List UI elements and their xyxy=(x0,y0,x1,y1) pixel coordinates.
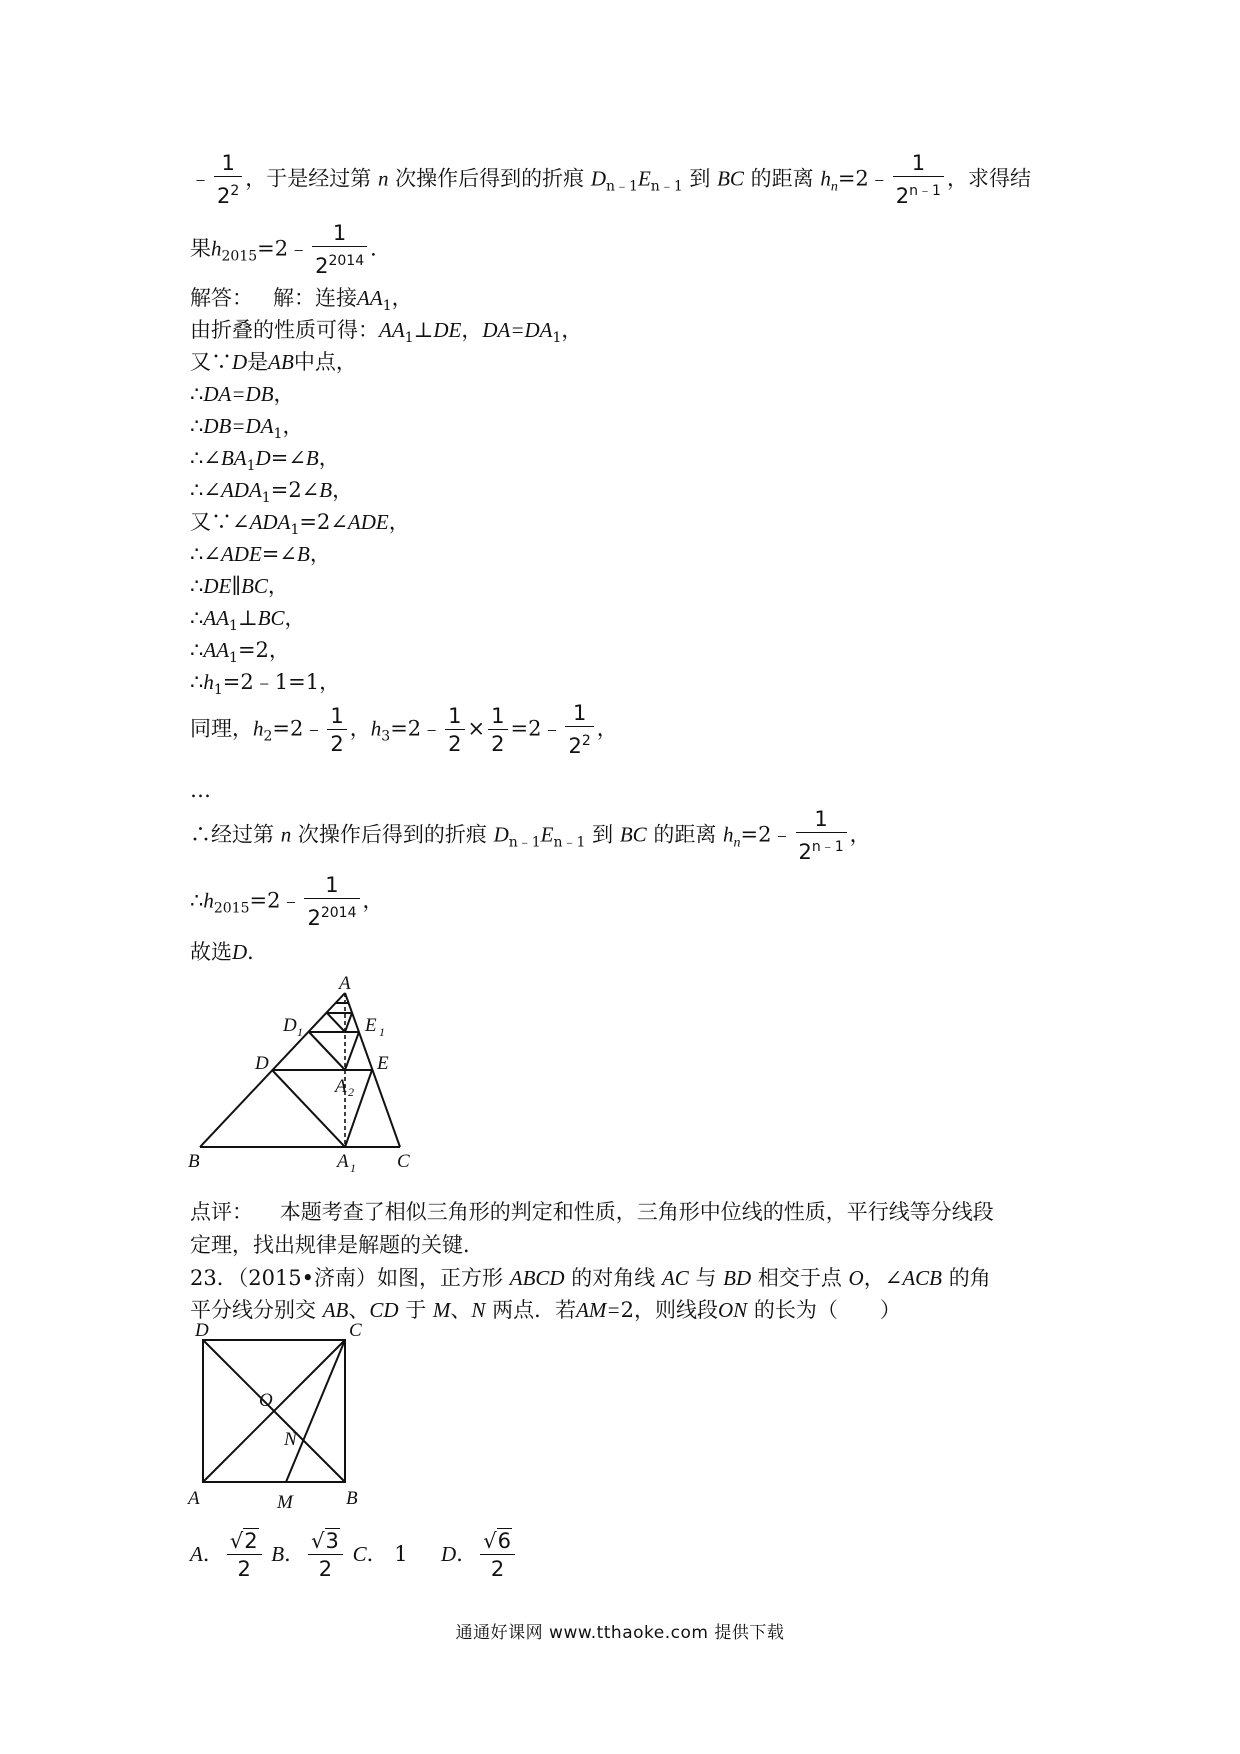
text: ， xyxy=(273,382,295,406)
text: 于 xyxy=(405,1298,427,1322)
option-a[interactable] xyxy=(190,1529,265,1581)
den-base: 2 xyxy=(798,840,812,864)
step-13 xyxy=(190,700,618,760)
var: h xyxy=(723,822,734,847)
frac-num: 1 xyxy=(572,701,587,725)
frac-den xyxy=(214,176,242,210)
minus-sign: ﹣ xyxy=(190,166,211,191)
den-base: 2 xyxy=(895,184,910,208)
text: 故选 xyxy=(190,940,232,964)
text: ， xyxy=(596,716,618,741)
step-9 xyxy=(190,570,289,602)
den-exp: 2 xyxy=(230,183,240,199)
label-A1-sub: 1 xyxy=(350,1161,356,1175)
var: h xyxy=(370,716,382,741)
therefore: ∴∠ xyxy=(190,542,221,566)
var: h xyxy=(253,716,264,741)
den-base: 2 xyxy=(307,906,321,930)
text: =2﹣ xyxy=(249,888,302,913)
page-footer: 通通好课网 www.tthaoke.com 提供下载 xyxy=(455,1623,785,1643)
option-d-letter: D xyxy=(441,1542,457,1566)
frac-num: 1 xyxy=(332,221,347,245)
frac-num xyxy=(227,1528,262,1554)
frac-den: 2 xyxy=(227,1554,262,1583)
text: ． xyxy=(456,1542,478,1566)
text: 、 xyxy=(450,1298,472,1322)
step-15 xyxy=(190,872,384,932)
perp-symbol: ⊥ xyxy=(413,318,434,342)
fraction xyxy=(488,703,507,758)
var-n: n xyxy=(377,166,389,191)
text: =∠ xyxy=(270,446,306,470)
fraction xyxy=(565,700,593,760)
step-2 xyxy=(190,346,357,378)
therefore: ∴ xyxy=(190,574,204,598)
den-exp: 2014 xyxy=(328,253,365,269)
text: ， xyxy=(349,716,371,741)
parallel-symbol: ∥ xyxy=(231,574,242,598)
triangle-folding-figure xyxy=(185,975,425,1175)
var-D: D xyxy=(590,166,607,191)
perp-symbol: ⊥ xyxy=(237,606,258,630)
var: h xyxy=(203,670,214,694)
text: =2﹣ xyxy=(257,236,310,261)
den-exp: n﹣1 xyxy=(909,183,941,199)
subscript: n﹣1 xyxy=(553,834,586,851)
var: B xyxy=(297,542,310,566)
radicand: 3 xyxy=(325,1529,339,1553)
text: 平分线分别交 xyxy=(190,1298,316,1322)
text: ， xyxy=(849,822,871,847)
text: ， xyxy=(318,446,340,470)
subscript: n﹣1 xyxy=(606,178,638,195)
text: 又∵ xyxy=(190,350,232,374)
text: ， xyxy=(391,286,413,310)
subscript: 2 xyxy=(263,728,273,745)
frac-den xyxy=(893,176,944,210)
therefore: ∴ xyxy=(190,638,204,662)
var: ADE xyxy=(347,510,389,534)
var: DE xyxy=(433,318,462,342)
label-A2-sub: 2 xyxy=(348,1085,354,1099)
solution-line-1 xyxy=(190,150,1031,210)
text: 两点．若 xyxy=(492,1298,577,1322)
frac-den xyxy=(796,832,847,866)
label-A: A xyxy=(188,1488,200,1509)
sqrt xyxy=(483,1528,512,1554)
var: BD xyxy=(723,1266,752,1290)
option-b-letter: B xyxy=(271,1542,285,1566)
var: DA=DA xyxy=(482,318,553,342)
subscript: 1 xyxy=(213,682,223,699)
fraction-sqrt6-over-2 xyxy=(480,1528,515,1583)
text: ， xyxy=(388,510,410,534)
var: DB=DA xyxy=(203,414,274,438)
text: ，于是经过第 xyxy=(245,166,372,191)
text: 同理， xyxy=(190,716,253,741)
var: D xyxy=(232,940,248,964)
text: =∠ xyxy=(261,542,297,566)
label-D1: D xyxy=(283,1015,297,1036)
comment-label: 点评： xyxy=(190,1200,253,1224)
frac-den: 2 xyxy=(327,729,346,758)
var: BA xyxy=(220,446,247,470)
subscript: 2015 xyxy=(221,248,258,265)
frac-den xyxy=(304,898,359,932)
text: ， xyxy=(267,574,289,598)
subscript: n xyxy=(733,835,741,851)
var: M xyxy=(432,1298,451,1322)
var: DE xyxy=(203,574,232,598)
text: 到 xyxy=(689,166,711,191)
comment-line-1 xyxy=(190,1196,994,1228)
text: =2﹣1=1， xyxy=(222,670,341,694)
fraction xyxy=(327,703,346,758)
text: 由折叠的性质可得： xyxy=(190,318,379,342)
therefore: ∴ xyxy=(190,606,204,630)
var: ABCD xyxy=(509,1266,565,1290)
text: =2﹣ xyxy=(272,716,325,741)
text: 的距离 xyxy=(653,822,717,847)
label-D1-sub: 1 xyxy=(297,1025,303,1039)
therefore: ∴∠ xyxy=(190,446,221,470)
subscript: 1 xyxy=(552,330,562,347)
solution-line-2 xyxy=(190,220,391,280)
var: BC xyxy=(241,574,268,598)
subscript: 1 xyxy=(382,298,392,315)
label-B: B xyxy=(346,1488,358,1509)
var-E: E xyxy=(637,166,651,191)
subscript: n﹣1 xyxy=(508,834,541,851)
therefore: ∴∠ xyxy=(190,478,221,502)
var: D xyxy=(255,446,271,470)
times-symbol: × xyxy=(467,716,486,741)
label-B: B xyxy=(188,1151,200,1172)
text: ． xyxy=(247,940,269,964)
option-b[interactable] xyxy=(271,1529,346,1581)
den-exp: n﹣1 xyxy=(811,839,844,855)
label-E1-sub: 1 xyxy=(379,1025,385,1039)
frac-num: 1 xyxy=(911,151,926,175)
label-E1: E xyxy=(365,1015,377,1036)
text: 23．（2015•济南）如图，正方形 xyxy=(190,1266,504,1290)
var: AB xyxy=(268,350,294,374)
text: =2∠ xyxy=(299,510,348,534)
var: ADA xyxy=(249,510,291,534)
step-8 xyxy=(190,538,331,570)
sqrt xyxy=(230,1528,259,1554)
option-c-letter: C xyxy=(352,1542,367,1566)
text: 中点， xyxy=(293,350,357,374)
text: 与 xyxy=(695,1266,717,1290)
frac-num xyxy=(308,1528,343,1554)
var: O xyxy=(848,1266,864,1290)
var: E xyxy=(540,822,554,847)
therefore: ∴ xyxy=(190,670,204,694)
den-exp: 2014 xyxy=(320,905,357,921)
text: ． xyxy=(370,236,392,261)
var: ACB xyxy=(902,1266,942,1290)
label-A2: A xyxy=(335,1076,347,1097)
var: DA=DB xyxy=(203,382,274,406)
text: 果 xyxy=(190,236,211,261)
text: ， xyxy=(561,318,583,342)
var-AA: AA xyxy=(357,286,383,310)
frac-num: 1 xyxy=(814,807,828,831)
var: B xyxy=(319,478,333,502)
var: AM= xyxy=(576,1298,621,1322)
text: 到 xyxy=(592,822,614,847)
var: D xyxy=(232,350,248,374)
radicand: 6 xyxy=(497,1529,511,1553)
var: CD xyxy=(369,1298,399,1322)
text: =2， xyxy=(237,638,290,662)
text: =2﹣ xyxy=(510,716,563,741)
therefore: ∴ xyxy=(190,414,204,438)
frac-den: 2 xyxy=(480,1554,515,1583)
square-abcd-figure xyxy=(185,1322,385,1522)
var: B xyxy=(305,446,319,470)
text: ， xyxy=(332,478,354,502)
subscript: 1 xyxy=(404,330,414,347)
subscript: 1 xyxy=(229,650,238,667)
fraction xyxy=(304,872,359,932)
frac-den: 2 xyxy=(488,729,507,758)
frac-num: 1 xyxy=(330,703,344,728)
text: ． xyxy=(202,1542,224,1566)
comment-text: 定理，找出规律是解题的关键． xyxy=(190,1233,484,1257)
fraction-sqrt2-over-2 xyxy=(227,1528,262,1583)
text: ， xyxy=(282,414,304,438)
text: ， xyxy=(284,606,306,630)
text: 相交于点 xyxy=(757,1266,842,1290)
step-3 xyxy=(190,378,295,410)
subscript: 1 xyxy=(246,458,256,475)
frac-num xyxy=(480,1528,515,1554)
text: =2﹣ xyxy=(837,166,890,191)
fraction xyxy=(796,806,847,866)
sqrt-icon: √ xyxy=(229,1529,244,1553)
answer-label: 解答： xyxy=(190,286,253,310)
text: =2﹣ xyxy=(740,822,793,847)
option-a-letter: A xyxy=(190,1542,203,1566)
subscript: 1 xyxy=(229,618,238,635)
text: 是 xyxy=(247,350,269,374)
text: ∴经过第 xyxy=(190,822,274,847)
frac-num: 1 xyxy=(221,151,235,175)
therefore: ∴ xyxy=(190,888,204,913)
den-base: 2 xyxy=(217,184,231,208)
var: AB xyxy=(322,1298,349,1322)
text: ， xyxy=(309,542,331,566)
text: ． xyxy=(366,1542,388,1566)
radicand: 2 xyxy=(244,1529,258,1553)
fraction-sqrt3-over-2 xyxy=(308,1528,343,1583)
label-M: M xyxy=(277,1492,293,1513)
frac-num: 1 xyxy=(491,703,505,728)
var: n xyxy=(280,822,292,847)
den-base: 2 xyxy=(568,734,582,758)
therefore: ∴ xyxy=(190,382,204,406)
text: =2﹣ xyxy=(390,716,443,741)
text: 解：连接 xyxy=(273,286,358,310)
text: ，∠ xyxy=(863,1266,903,1290)
fraction-1-over-2-pow-n-1 xyxy=(893,150,944,210)
option-c[interactable] xyxy=(353,1542,408,1566)
var-h: h xyxy=(820,166,831,191)
text: 又∵∠ xyxy=(190,510,250,534)
subscript: n﹣1 xyxy=(650,178,683,195)
var: ADA xyxy=(220,478,262,502)
step-16 xyxy=(190,936,268,968)
var: N xyxy=(471,1298,486,1322)
label-A1: A xyxy=(337,1151,349,1172)
label-O: O xyxy=(259,1390,273,1411)
var: D xyxy=(493,822,509,847)
var: AA xyxy=(379,318,405,342)
option-d[interactable] xyxy=(441,1529,518,1581)
text: 的距离 xyxy=(750,166,814,191)
option-c-value: 1 xyxy=(394,1542,408,1566)
var: BC xyxy=(619,822,647,847)
fraction-1-over-2-pow-2014 xyxy=(312,220,367,280)
frac-num: 1 xyxy=(325,873,339,897)
var: AC xyxy=(661,1266,689,1290)
comment-text: 本题考查了相似三角形的判定和性质，三角形中位线的性质，平行线等分线段 xyxy=(279,1200,994,1224)
text: 2，则线段 xyxy=(620,1298,718,1322)
sqrt-icon: √ xyxy=(483,1529,497,1553)
frac-den: 2 xyxy=(445,729,464,758)
label-D: D xyxy=(255,1053,269,1074)
text: =2∠ xyxy=(270,478,320,502)
text: 的角 xyxy=(948,1266,991,1290)
label-C: C xyxy=(397,1151,410,1172)
subscript: 2015 xyxy=(213,900,250,917)
text: ， xyxy=(362,888,384,913)
var-BC: BC xyxy=(717,166,744,191)
sqrt-icon: √ xyxy=(311,1529,325,1553)
ellipsis: … xyxy=(190,778,211,802)
text: ，求得结 xyxy=(946,166,1031,191)
var-h: h xyxy=(211,236,222,261)
frac-den xyxy=(565,726,593,760)
label-A: A xyxy=(339,975,351,994)
subscript: 3 xyxy=(381,728,391,745)
text: ． xyxy=(284,1542,306,1566)
den-exp: 2 xyxy=(581,733,591,749)
label-E: E xyxy=(377,1053,389,1074)
var: ON xyxy=(717,1298,748,1322)
frac-den xyxy=(312,246,367,280)
subscript: n xyxy=(830,179,838,195)
fraction-1-over-2-squared xyxy=(214,150,242,210)
comment-line-2 xyxy=(190,1229,484,1261)
var: AA xyxy=(203,638,230,662)
fraction xyxy=(445,703,464,758)
text: ， xyxy=(461,318,483,342)
label-C: C xyxy=(349,1322,362,1341)
den-base: 2 xyxy=(315,254,329,278)
var: BC xyxy=(257,606,285,630)
text: 的对角线 xyxy=(571,1266,656,1290)
label-N: N xyxy=(284,1429,297,1450)
subscript: 1 xyxy=(273,426,283,443)
text: 的长为（ ） xyxy=(753,1298,901,1322)
text: 次操作后得到的折痕 xyxy=(395,166,585,191)
subscript: 1 xyxy=(290,522,300,539)
var: ADE xyxy=(220,542,262,566)
sqrt xyxy=(311,1528,340,1554)
frac-num: 1 xyxy=(448,703,462,728)
label-D: D xyxy=(195,1322,209,1341)
text: 、 xyxy=(348,1298,370,1322)
step-14 xyxy=(190,806,871,866)
var: h xyxy=(203,888,214,913)
subscript: 1 xyxy=(261,490,271,507)
answer-options xyxy=(190,1528,518,1583)
frac-den: 2 xyxy=(308,1554,343,1583)
text: 次操作后得到的折痕 xyxy=(297,822,487,847)
question-23-line-1 xyxy=(190,1262,991,1294)
var: AA xyxy=(203,606,230,630)
